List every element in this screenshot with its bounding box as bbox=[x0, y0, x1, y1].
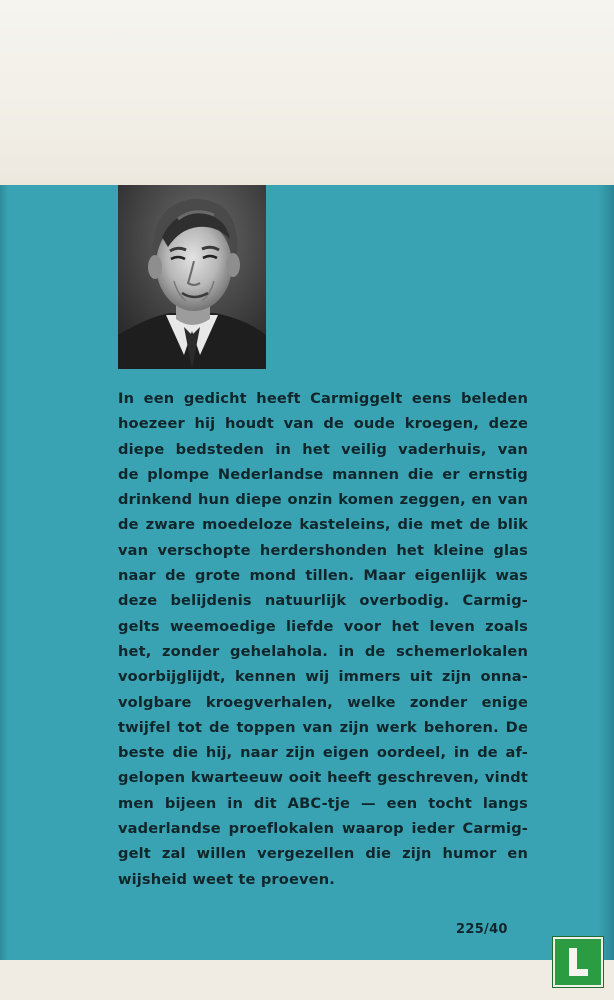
cover-edge-left bbox=[0, 185, 8, 960]
author-portrait bbox=[118, 185, 266, 369]
cover-bottom-paper bbox=[0, 960, 614, 1000]
blurb-line: van verschopte herdershonden het kleine glas bbox=[118, 541, 528, 559]
cover-top-paper bbox=[0, 0, 614, 185]
blurb-line: vaderlandse proeflokalen waarop ieder Carmig- bbox=[118, 820, 528, 838]
blurb-line: deze belijdenis natuurlijk overbodig. Carmig- bbox=[118, 592, 528, 610]
blurb-line: diepe bedsteden in het veilig vaderhuis, van bbox=[118, 440, 528, 458]
blurb-line: men bijeen in dit ABC-tje — een tocht langs bbox=[118, 794, 528, 812]
blurb-line: naar de grote mond tillen. Maar eigenlijk was bbox=[118, 567, 528, 585]
blurb-line: drinkend hun diepe onzin komen zeggen, en van bbox=[118, 491, 528, 509]
blurb-line: de zware moedeloze kasteleins, die met de blik bbox=[118, 516, 528, 534]
blurb-line: twijfel tot de toppen van zijn werk behoren. De bbox=[118, 718, 528, 736]
blurb-line: gelt zal willen vergezellen die zijn humor en bbox=[118, 845, 528, 863]
blurb-line: wijsheid weet te proeven. bbox=[118, 870, 335, 888]
blurb-line: voorbijglijdt, kennen wij immers uit zijn onna- bbox=[118, 668, 528, 686]
back-cover-blurb bbox=[118, 386, 528, 892]
publisher-logo-icon bbox=[553, 937, 603, 987]
catalog-code: 225/40 bbox=[456, 922, 508, 937]
cover-edge-right bbox=[598, 185, 614, 960]
blurb-line: hoezeer hij houdt van de oude kroegen, deze bbox=[118, 415, 528, 433]
blurb-line: volgbare kroegverhalen, welke zonder enige bbox=[118, 693, 528, 711]
blurb-line: gelts weemoedige liefde voor het leven zoals bbox=[118, 617, 528, 635]
blurb-line: de plompe Nederlandse mannen die er ernstig bbox=[118, 465, 528, 483]
blurb-line: het, zonder gehelahola. in de schemerlokalen bbox=[118, 642, 528, 660]
blurb-line: In een gedicht heeft Carmiggelt eens beleden bbox=[118, 390, 528, 407]
blurb-line: beste die hij, naar zijn eigen oordeel, in de af- bbox=[118, 744, 528, 762]
blurb-line: gelopen kwarteeuw ooit heeft geschreven, vindt bbox=[118, 769, 528, 787]
